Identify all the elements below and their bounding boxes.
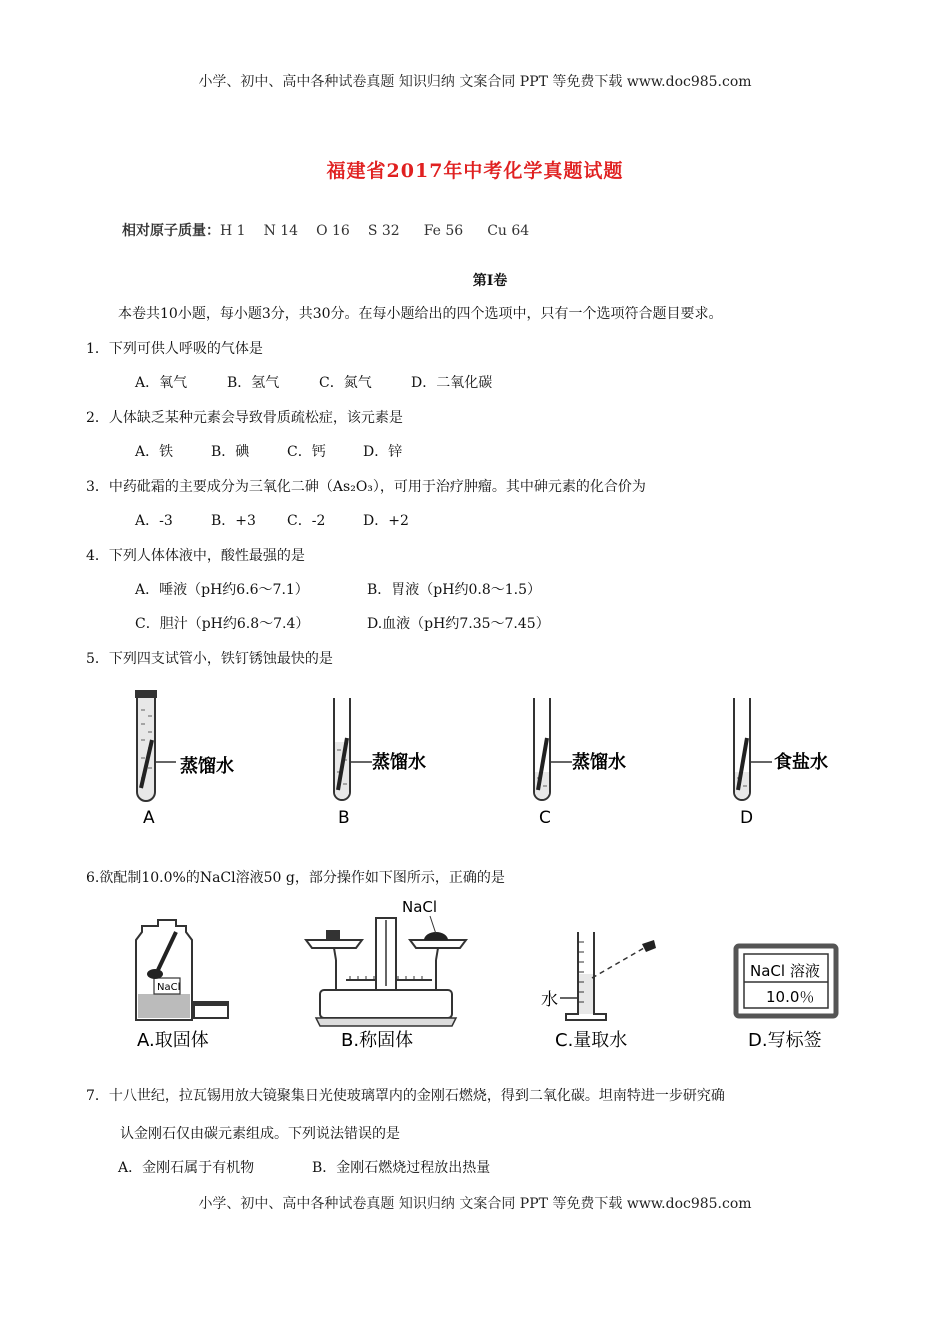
question-4-stem: 4．下列人体体液中，酸性最强的是: [86, 548, 305, 564]
option: A．-3: [135, 513, 173, 529]
test-tube-d: [734, 698, 828, 828]
solution-label-card: [736, 946, 836, 1051]
test-tube-b: [334, 698, 426, 828]
liquid-label: 蒸馏水: [372, 752, 426, 773]
option: B．胃液（pH约0.8～1.5）: [367, 582, 541, 598]
option: D．锌: [363, 444, 403, 460]
option: A．铁: [135, 444, 174, 460]
question-6-stem: 6.欲配制10.0%的NaCl溶液50 g，部分操作如下图所示，正确的是: [86, 870, 505, 886]
atomic-mass-item: H 1: [220, 223, 246, 239]
footer-banner: 小学、初中、高中各种试卷真题 知识归纳 文案合同 PPT 等免费下载 www.doc985.com: [198, 1196, 752, 1212]
question-1-options: [135, 372, 492, 392]
question-2-options: [135, 441, 402, 461]
choice-letter: C: [539, 808, 551, 828]
atomic-mass-item: O 16: [316, 223, 350, 239]
liquid-label: 食盐水: [774, 752, 828, 773]
question-4-options-row2: [135, 613, 550, 633]
caption: A.取固体: [137, 1030, 209, 1051]
graduated-cylinder: [541, 932, 656, 1051]
atomic-mass-label: 相对原子质量：: [122, 223, 220, 239]
choice-letter: B: [338, 808, 350, 828]
label-line-2: 10.0％: [766, 988, 815, 1006]
option: A．氧气: [135, 375, 188, 391]
eye-icon: [642, 940, 656, 952]
water-label: 水: [541, 990, 558, 1010]
option: C．-2: [287, 513, 326, 529]
label-line-1: NaCl 溶液: [750, 962, 820, 980]
caption: B.称固体: [341, 1030, 414, 1051]
test-tube-a: [135, 690, 234, 828]
question-1-stem: 1．下列可供人呼吸的气体是: [86, 341, 263, 357]
test-tube-c: [534, 698, 626, 828]
option: D．+2: [363, 513, 409, 529]
atomic-mass-item: N 14: [263, 223, 299, 239]
question-7-stem-cont: 认金刚石仅由碳元素组成。下列说法错误的是: [120, 1126, 400, 1142]
atomic-mass-item: Fe 56: [423, 223, 464, 239]
option: C．钙: [287, 444, 326, 460]
choice-letter: A: [143, 808, 155, 828]
balance-label: NaCl: [402, 898, 438, 916]
stopper: [135, 690, 157, 698]
question-2-stem: 2．人体缺乏某种元素会导致骨质疏松症，该元素是: [86, 410, 403, 426]
section-title: 第I卷: [472, 273, 508, 289]
atomic-mass-item: S 32: [367, 223, 400, 239]
test-tubes-figure: [0, 680, 950, 830]
option: C．胆汁（pH约6.8～7.4）: [135, 616, 310, 632]
balance-scale: [306, 898, 466, 1051]
solution-prep-figure: [0, 890, 950, 1060]
question-5-stem: 5．下列四支试管小，铁钉锈蚀最快的是: [86, 651, 333, 667]
option: A．唾液（pH约6.6～7.1）: [135, 582, 309, 598]
option: D.血液（pH约7.35～7.45）: [367, 616, 550, 632]
caption: D.写标签: [748, 1030, 822, 1051]
question-3-options: [135, 510, 409, 530]
weight: [326, 930, 340, 940]
sight-line: [592, 948, 644, 978]
option: B．氢气: [227, 375, 280, 391]
atomic-mass-item: Cu 64: [487, 223, 530, 239]
question-7-stem: 7．十八世纪，拉瓦锡用放大镜聚集日光使玻璃罩内的金刚石燃烧，得到二氧化碳。坦南特进一步研究确: [86, 1088, 725, 1104]
option: A．金刚石属于有机物: [118, 1160, 255, 1176]
question-4-options-row1: [135, 579, 541, 599]
section-intro: 本卷共10小题，每小题3分，共30分。在每小题给出的四个选项中，只有一个选项符合题目要求。: [118, 306, 723, 322]
caption: C.量取水: [555, 1030, 628, 1051]
atomic-mass-line: [122, 220, 529, 240]
option: C．氮气: [319, 375, 372, 391]
choice-letter: D: [740, 808, 754, 828]
question-3-stem: 3．中药砒霜的主要成分为三氧化二砷（As₂O₃），可用于治疗肿瘤。其中砷元素的化合价为: [86, 479, 646, 495]
liquid-label: 蒸馏水: [572, 752, 626, 773]
option: B．碘: [211, 444, 250, 460]
question-7-options: [118, 1157, 490, 1177]
reagent-jar: [136, 920, 228, 1051]
option: B．金刚石燃烧过程放出热量: [312, 1160, 491, 1176]
jar-label: NaCl: [157, 982, 181, 993]
header-banner: 小学、初中、高中各种试卷真题 知识归纳 文案合同 PPT 等免费下载 www.doc985.com: [198, 74, 752, 90]
liquid-label: 蒸馏水: [180, 756, 234, 777]
page-title: 福建省2017年中考化学真题试题: [326, 160, 624, 182]
option: D．二氧化碳: [411, 375, 493, 391]
option: B．+3: [211, 513, 256, 529]
